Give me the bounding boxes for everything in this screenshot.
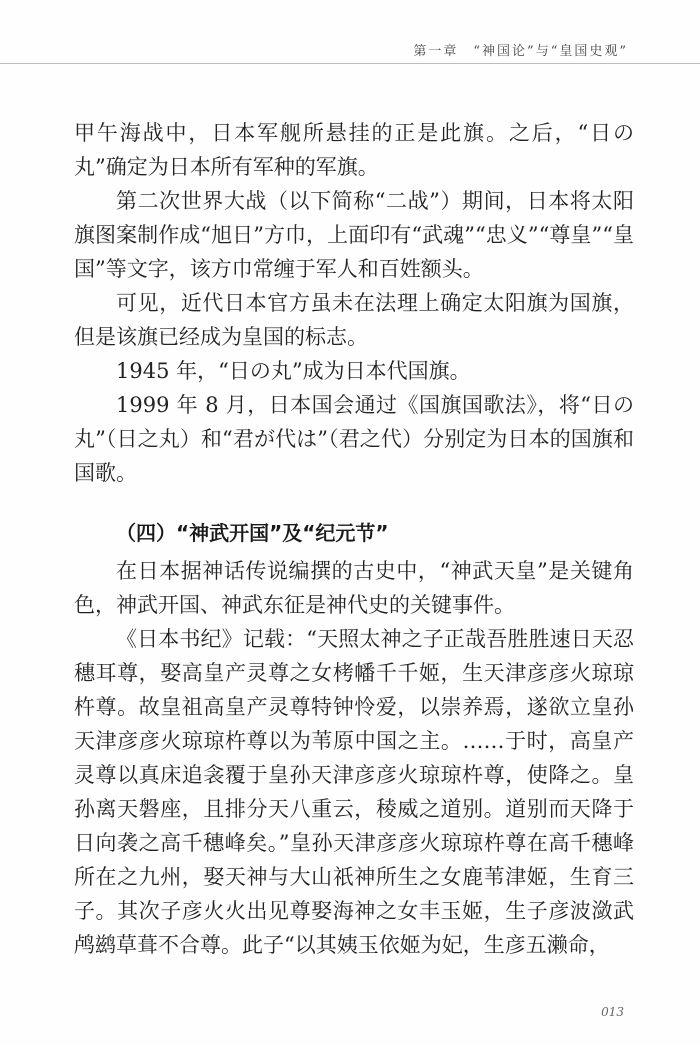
- body-text: [74, 116, 634, 962]
- paragraph: 《日本书纪》记载：“天照太神之子正哉吾胜胜速日天忍穗耳尊，娶高皇产灵尊之女栲幡千千姬，生天津彦彦火琼琼杵尊。故皇祖高皇产灵尊特钟怜爱，以崇养焉，遂欲立皇孙天津彦彦火琼琼杵尊以为苇原中国之主。……于时，高皇产灵尊以真床追衾覆于皇孙天津彦彦火琼琼杵尊，使降之。皇孙离天磐座，且排分天八重云，稜威之道别。道别而天降于日向袭之高千穗峰矣。”皇孙天津彦彦火琼琼杵尊在高千穗峰所在之九州，娶天神与大山祇神所生之女鹿苇津姬，生育三子。其次子彦火火出见尊娶海神之女丰玉姬，生子彦波潋武鸬鹚草葺不合尊。此子“以其姨玉依姬为妃，生彦五濑命，: [74, 627, 634, 957]
- running-header: 第一章 “神国论”与“皇国史观”: [413, 44, 628, 59]
- paragraph: 第二次世界大战（以下简称“二战”）期间，日本将太阳旗图案制作成“旭日”方巾，上面印有“武魂”“忠义”“尊皇”“皇国”等文字，该方巾常缠于军人和百姓额头。: [74, 189, 634, 281]
- page-number: 013: [601, 1005, 624, 1019]
- paragraph: 甲午海战中，日本军舰所悬挂的正是此旗。之后，“日の丸”确定为日本所有军种的军旗。: [74, 121, 634, 179]
- paragraph: 可见，近代日本官方虽未在法理上确定太阳旗为国旗，但是该旗已经成为皇国的标志。: [74, 291, 634, 349]
- section-heading: （四）“神武开国”及“纪元节”: [116, 521, 389, 545]
- paragraph: 1945 年，“日の丸”成为日本代国旗。: [116, 359, 471, 383]
- paragraph: 1999 年 8 月，日本国会通过《国旗国歌法》，将“日の丸”（日之丸）和“君が代は”（君之代）分别定为日本的国旗和国歌。: [74, 393, 634, 485]
- paragraph: 在日本据神话传说编撰的古史中，“神武天皇”是关键角色，神武开国、神武东征是神代史的关键事件。: [74, 559, 634, 617]
- header-rule: [0, 63, 700, 64]
